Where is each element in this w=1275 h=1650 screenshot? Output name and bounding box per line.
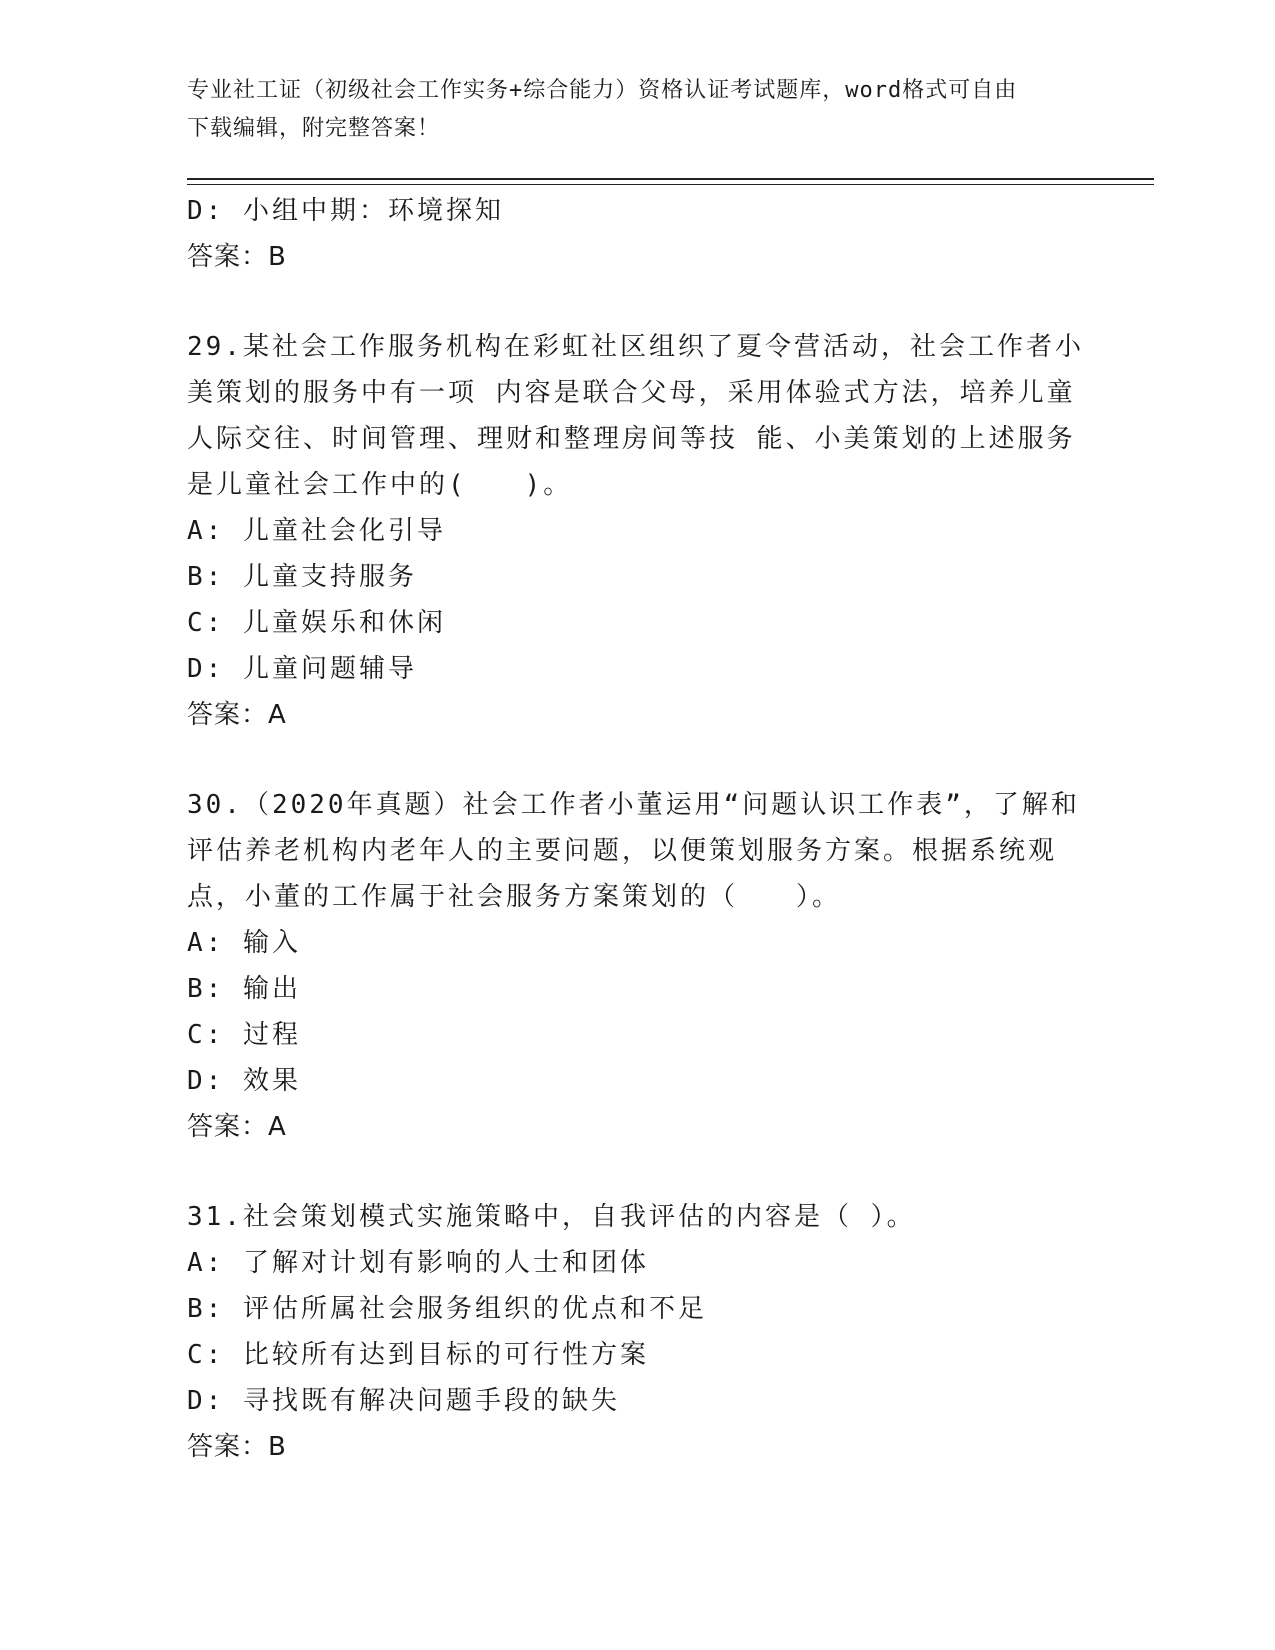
question-30: [187, 782, 1087, 1150]
header-divider-thick: [187, 178, 1154, 180]
header-line-2: 下载编辑，附完整答案！: [187, 116, 441, 141]
header-line-1: 专业社工证（初级社会工作实务+综合能力）资格认证考试题库，word格式可自由: [187, 78, 1018, 103]
prev-answer: 答案：B: [187, 242, 287, 272]
answer: 答案：A: [187, 700, 287, 730]
option-b: B: 儿童支持服务: [187, 562, 417, 592]
option-a: A: 儿童社会化引导: [187, 516, 446, 546]
option-d: D: 效果: [187, 1066, 301, 1096]
question-stem-line: 29.某社会工作服务机构在彩虹社区组织了夏令营活动，社会工作者小: [187, 332, 1084, 362]
question-content: [187, 188, 1087, 1470]
option-b: B: 输出: [187, 974, 301, 1004]
question-stem-line: 评估养老机构内老年人的主要问题，以便策划服务方案。根据系统观: [187, 836, 1058, 866]
option-c: C: 儿童娱乐和休闲: [187, 608, 446, 638]
question-stem-line: 人际交往、时间管理、理财和整理房间等技 能、小美策划的上述服务: [187, 424, 1076, 454]
option-c: C: 比较所有达到目标的可行性方案: [187, 1340, 649, 1370]
answer: 答案：B: [187, 1432, 287, 1462]
header-divider-thin: [187, 184, 1154, 185]
prev-option-d: D: 小组中期：环境探知: [187, 196, 504, 226]
question-29: [187, 324, 1087, 738]
option-a: A: 了解对计划有影响的人士和团体: [187, 1248, 649, 1278]
option-d: D: 寻找既有解决问题手段的缺失: [187, 1386, 620, 1416]
question-stem-line: 30.（2020年真题）社会工作者小董运用“问题认识工作表”，了解和: [187, 790, 1080, 820]
question-stem-line: 31.社会策划模式实施策略中，自我评估的内容是（ ）。: [187, 1202, 916, 1232]
document-header: [187, 72, 1087, 148]
option-b: B: 评估所属社会服务组织的优点和不足: [187, 1294, 707, 1324]
question-stem-line: 美策划的服务中有一项 内容是联合父母，采用体验式方法，培养儿童: [187, 378, 1076, 408]
answer: 答案：A: [187, 1112, 287, 1142]
question-stem-line: 是儿童社会工作中的( )。: [187, 470, 573, 500]
question-31: [187, 1194, 1087, 1470]
question-stem-line: 点，小董的工作属于社会服务方案策划的（ ）。: [187, 882, 842, 912]
option-d: D: 儿童问题辅导: [187, 654, 417, 684]
option-a: A: 输入: [187, 928, 301, 958]
option-c: C: 过程: [187, 1020, 301, 1050]
